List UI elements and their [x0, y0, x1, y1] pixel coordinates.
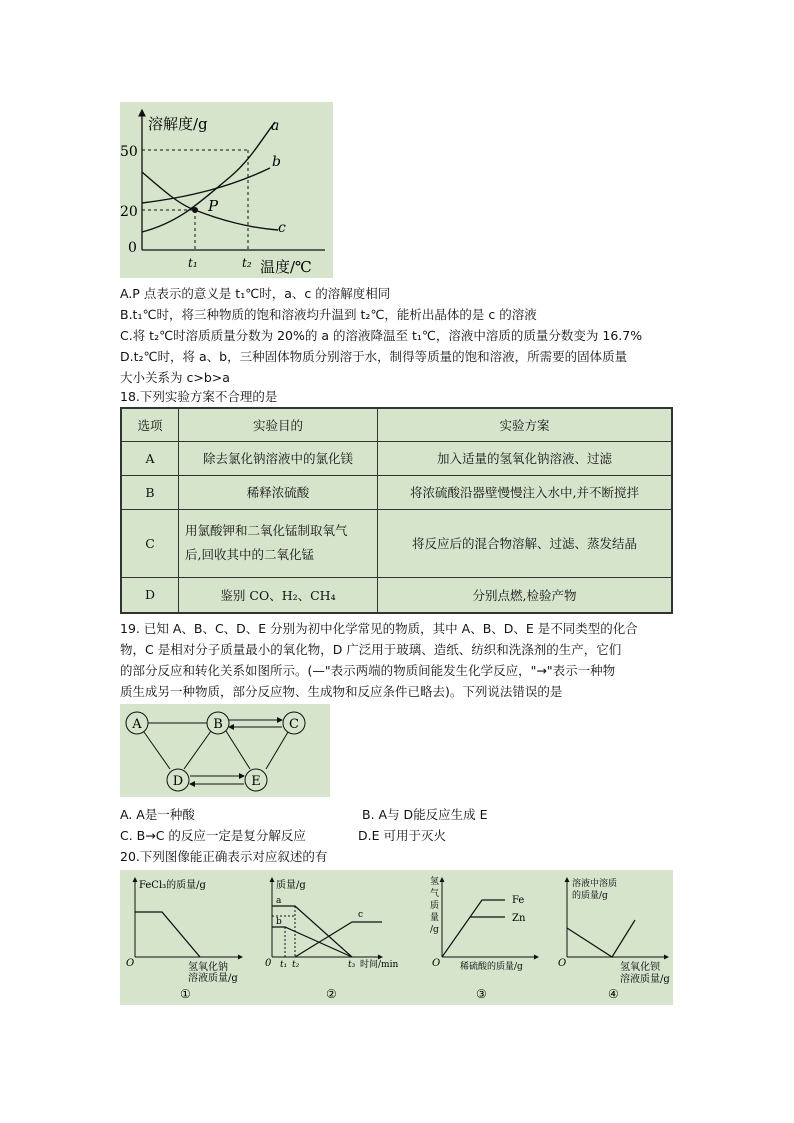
edge-b-e: [226, 731, 250, 769]
solubility-chart-svg: [120, 102, 333, 278]
q17-option-b: B.t₁℃时，将三种物质的饱和溶液均升温到 t₂℃，能析出晶体的是 c 的溶液: [120, 307, 537, 322]
point-p-label: P: [208, 197, 219, 215]
graph-2-caption: ②: [326, 987, 337, 1001]
svg-text:D: D: [172, 774, 184, 789]
graph-3-caption: ③: [476, 987, 487, 1001]
graph-3-xlabel: 稀硫酸的质量/g: [460, 962, 523, 972]
table-header-row: [121, 408, 672, 441]
svg-text:E: E: [251, 774, 261, 789]
row-c-purpose-line1: 用氯酸钾和二氧化锰制取氧气: [185, 523, 348, 538]
row-a-purpose: 除去氯化钠溶液中的氯化镁: [179, 441, 378, 475]
q17-option-c: C.将 t₂℃时溶质质量分数为 20%的 a 的溶液降温至 t₁℃，溶液中溶质的质量分数变为 16.7%: [120, 328, 643, 343]
row-c-purpose-line2: 后,回收其中的二氧化锰: [185, 547, 314, 562]
q17-option-a: A.P 点表示的意义是 t₁℃时，a、c 的溶解度相同: [120, 286, 391, 301]
node-e: [245, 769, 267, 791]
q17-option-d-cont: 大小关系为 c>b>a: [120, 370, 230, 385]
graph-1-caption: ①: [180, 987, 191, 1001]
row-c-plan: 将反应后的混合物溶解、过滤、蒸发结晶: [378, 509, 673, 577]
label-c: c: [278, 220, 286, 236]
row-c-option: C: [121, 509, 179, 577]
graph-2-series-a: a: [276, 896, 282, 906]
graph-4-ylabel-2: 的质量/g: [572, 891, 608, 901]
q19-option-a: A. A是一种酸: [120, 807, 195, 822]
y-tick-50: 50: [120, 144, 138, 160]
graph-4-caption: ④: [608, 987, 619, 1001]
q19-stem-line3: 的部分反应和转化关系如图所示。(—"表示两端的物质间能发生化学反应，"→"表示一种物: [120, 663, 616, 678]
q19-option-d: D.E 可用于灭火: [358, 828, 446, 843]
q19-stem-line2: 物，C 是相对分子质量最小的氧化物，D 广泛用于玻璃、造纸、纺织和洗涤剂的生产，它们: [120, 642, 622, 657]
graph-2-origin: 0: [265, 958, 272, 969]
graph-1-xlabel-1: 氢氧化钠: [188, 962, 228, 973]
graph-2-tick-t3: t₃: [348, 960, 356, 970]
table-row: [121, 577, 672, 613]
graph-2-series-b: b: [276, 917, 282, 927]
edge-a-d: [144, 732, 170, 769]
graph-1: [126, 878, 242, 1001]
graph-3-ylabel-3: 质: [430, 901, 440, 911]
graph-2-series-c: c: [358, 910, 364, 920]
point-p: [192, 207, 198, 213]
graph-1-ylabel: FeCl₃的质量/g: [139, 880, 206, 891]
x-tick-t1: t₁: [188, 256, 198, 270]
label-a: a: [271, 118, 280, 134]
graph-1-origin: O: [126, 958, 135, 969]
row-d-purpose: 鉴别 CO、H₂、CH₄: [179, 577, 378, 613]
graph-2-tick-t2: t₂: [292, 960, 300, 970]
q19-stem-line4: 质生成另一种物质，部分反应物、生成物和反应条件已略去)。下列说法错误的是: [120, 684, 563, 699]
table-row: [121, 475, 672, 509]
table-row: [121, 509, 672, 577]
graph-3-ylabel-4: 量: [430, 913, 440, 923]
q19-option-c: C. B→C 的反应一定是复分解反应: [120, 828, 306, 843]
row-d-plan: 分别点燃,检验产物: [378, 577, 673, 613]
graph-4-xlabel-2: 溶液质量/g: [620, 974, 670, 985]
graph-2: [265, 878, 398, 1001]
q18-table: [120, 407, 673, 614]
svg-text:A: A: [132, 717, 142, 732]
y-tick-20: 20: [120, 204, 138, 220]
graph-2-ylabel: 质量/g: [276, 880, 306, 891]
y-tick-0: 0: [128, 240, 137, 256]
row-b-purpose: 稀释浓硫酸: [179, 475, 378, 509]
graph-3-origin: O: [432, 958, 441, 969]
x-axis-label: 温度/℃: [260, 258, 312, 276]
graph-3-ylabel-5: /g: [430, 925, 439, 935]
header-purpose: 实验目的: [179, 408, 378, 441]
q17-option-d: D.t₂℃时，将 a、b，三种固体物质分别溶于水，制得等质量的饱和溶液，所需要的固体质量: [120, 349, 628, 364]
graph-1-xlabel-2: 溶液质量/g: [188, 973, 238, 984]
row-b-option: B: [121, 475, 179, 509]
row-d-option: D: [121, 577, 179, 613]
node-d: [167, 769, 189, 791]
relation-diagram-svg: [120, 704, 330, 797]
row-b-plan: 将浓硫酸沿器壁慢慢注入水中,并不断搅拌: [378, 475, 673, 509]
q20-stem: 20.下列图像能正确表示对应叙述的有: [120, 849, 328, 864]
q20-graphs: [120, 870, 673, 1005]
q20-graphs-svg: [120, 870, 673, 1005]
graph-4-origin: O: [558, 958, 567, 969]
relation-diagram: [120, 704, 330, 797]
row-a-plan: 加入适量的氢氧化钠溶液、过滤: [378, 441, 673, 475]
svg-text:C: C: [289, 717, 299, 732]
graph-2-tick-t1: t₁: [280, 960, 288, 970]
graph-3-ylabel-1: 氢: [430, 877, 440, 887]
table-row: [121, 441, 672, 475]
y-axis-label: 溶解度/g: [148, 115, 208, 133]
solubility-chart: [120, 102, 333, 278]
node-a: [126, 712, 148, 734]
q19-stem-line1: 19. 已知 A、B、C、D、E 分别为初中化学常见的物质，其中 A、B、D、E 是不同类型的化合: [120, 621, 638, 636]
graph-4: [558, 877, 670, 1001]
x-tick-t2: t₂: [242, 256, 252, 270]
q18-stem: 18.下列实验方案不合理的是: [120, 389, 278, 404]
row-c-purpose: [179, 509, 378, 577]
graph-4-xlabel-1: 氢氧化钡: [620, 962, 660, 973]
graph-2-xlabel: 时间/min: [360, 960, 399, 970]
q19-option-b: B. A与 D能反应生成 E: [362, 807, 488, 822]
graph-3-ylabel-2: 气: [430, 889, 440, 899]
label-b: b: [272, 154, 281, 170]
edge-b-d: [184, 731, 211, 769]
graph-3-series-zn: Zn: [512, 913, 526, 924]
graph-3: [430, 875, 538, 1001]
edge-c-e: [266, 732, 288, 769]
row-a-option: A: [121, 441, 179, 475]
header-plan: 实验方案: [378, 408, 673, 441]
header-option: 选项: [121, 408, 179, 441]
node-b: [207, 712, 229, 734]
graph-4-ylabel-1: 溶液中溶质: [572, 879, 618, 889]
svg-text:B: B: [213, 717, 223, 732]
graph-3-series-fe: Fe: [512, 895, 525, 906]
node-c: [283, 712, 305, 734]
